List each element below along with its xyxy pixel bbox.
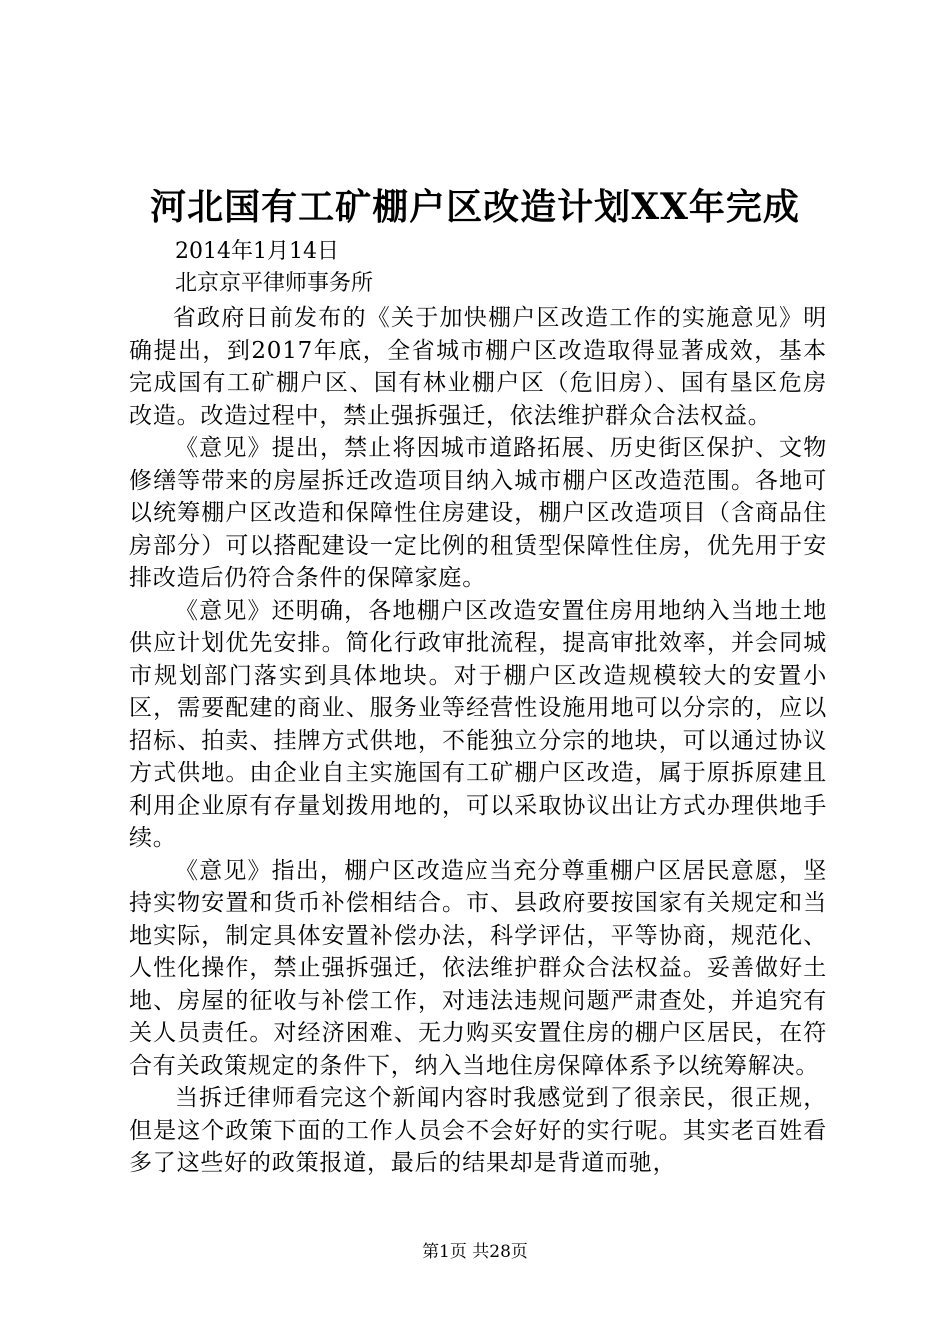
- paragraph-3: 《意见》还明确，各地棚户区改造安置住房用地纳入当地土地供应计划优先安排。简化行政审批流程，提高审批效率，并会同城市规划部门落实到具体地块。对于棚户区改造规模较大的安置小区，需要配建的商业、服务业等经营性设施用地可以分宗的，应以招标、拍卖、挂牌方式供地，不能独立分宗的地块，可以通过协议方式供地。由企业自主实施国有工矿棚户区改造，属于原拆原建且利用企业原有存量划拨用地的，可以采取协议出让方式办理供地手续。: [129, 597, 827, 851]
- paragraph-5: 当拆迁律师看完这个新闻内容时我感觉到了很亲民，很正规，但是这个政策下面的工作人员会不会好好的实行呢。其实老百姓看多了这些好的政策报道，最后的结果却是背道而驰，: [129, 1085, 827, 1176]
- paragraph-2: 《意见》提出，禁止将因城市道路拓展、历史街区保护、文物修缮等带来的房屋拆迁改造项目纳入城市棚户区改造范围。各地可以统筹棚户区改造和保障性住房建设，棚户区改造项目（含商品住房部分）可以搭配建设一定比例的租赁型保障性住房，优先用于安排改造后仍符合条件的保障家庭。: [129, 435, 827, 591]
- document-title: 河北国有工矿棚户区改造计划XX年完成: [150, 186, 800, 228]
- page-number: 第1页 共28页: [422, 1242, 528, 1262]
- paragraph-4: 《意见》指出，棚户区改造应当充分尊重棚户区居民意愿，坚持实物安置和货币补偿相结合。市、县政府要按国家有关规定和当地实际，制定具体安置补偿办法，科学评估，平等协商，规范化、人性化操作，禁止强拆强迁，依法维护群众合法权益。妥善做好土地、房屋的征收与补偿工作，对违法违规问题严肃查处，并追究有关人员责任。对经济困难、无力购买安置住房的棚户区居民，在符合有关政策规定的条件下，纳入当地住房保障体系予以统筹解决。: [129, 857, 827, 1079]
- source-firm: 北京京平律师事务所: [175, 271, 374, 296]
- article-body: [129, 302, 827, 1180]
- paragraph-1: 省政府日前发布的《关于加快棚户区改造工作的实施意见》明确提出，到2017年底，全省城市棚户区改造取得显著成效，基本完成国有工矿棚户区、国有林业棚户区（危旧房）、国有垦区危房改造。改造过程中，禁止强拆强迁，依法维护群众合法权益。: [129, 305, 827, 429]
- publish-date: 2014年1月14日: [175, 239, 339, 264]
